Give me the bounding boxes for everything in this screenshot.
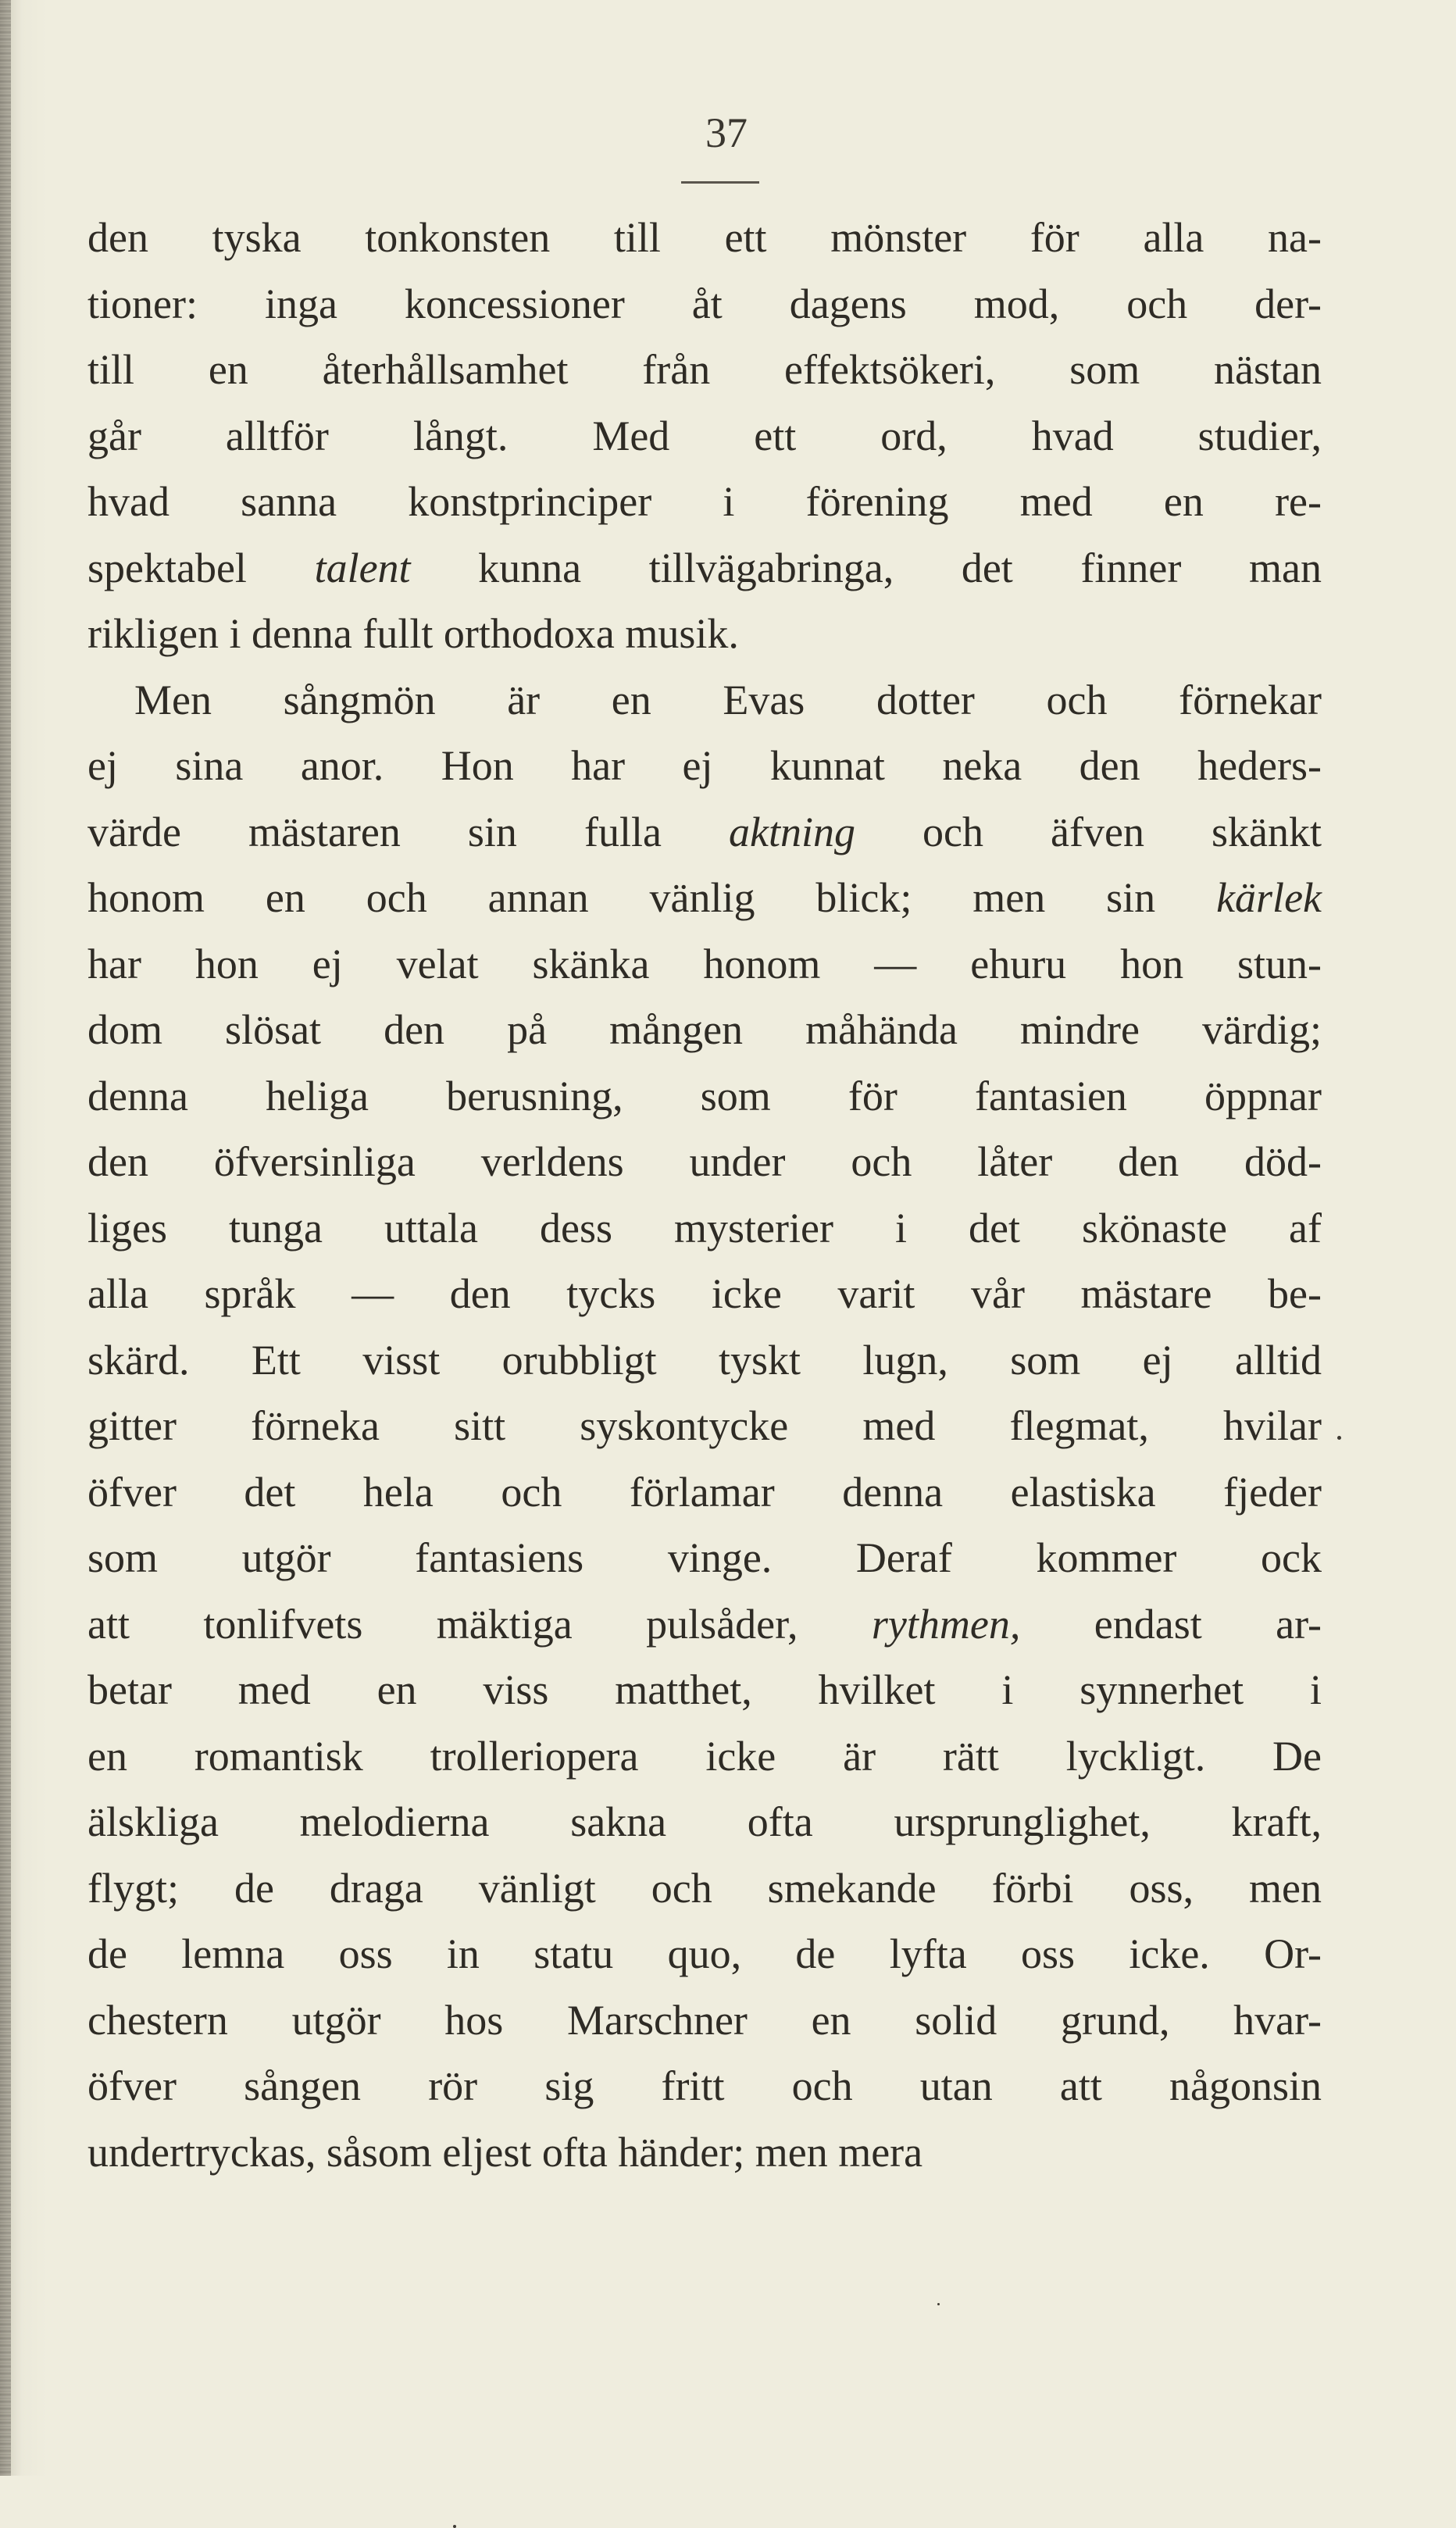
text-run: chestern utgör hos Marschner en solid grund, hvar- <box>87 1996 1322 2044</box>
text-run: värde mästaren sin fulla <box>87 808 729 855</box>
body-text <box>87 205 1322 2185</box>
text-run: att tonlifvets mäktiga pulsåder, <box>87 1600 872 1648</box>
text-run: denna heliga berusning, som för fantasien öppnar <box>87 1072 1322 1119</box>
text-run: som utgör fantasiens vinge. Deraf kommer ock <box>87 1534 1322 1581</box>
page-number: 37 <box>705 109 748 156</box>
text-run: älskliga melodierna sakna ofta ursprunglighet, kraft, <box>87 1798 1322 1845</box>
text-run: spektabel <box>87 544 315 591</box>
text-run: alla språk — den tycks icke varit vår mästare be- <box>87 1270 1322 1317</box>
text-line <box>87 865 1322 931</box>
text-run: ej sina anor. Hon har ej kunnat neka den heders- <box>87 742 1322 789</box>
text-line <box>87 535 1322 602</box>
text-line <box>87 2119 1322 2186</box>
print-speck <box>453 2525 456 2528</box>
text-line <box>87 337 1322 403</box>
text-run: och äfven skänkt <box>855 808 1322 855</box>
print-speck <box>1337 1436 1341 1440</box>
text-line <box>87 1657 1322 1723</box>
text-run: den tyska tonkonsten till ett mönster för alla na- <box>87 214 1322 261</box>
text-run: gitter förneka sitt syskontycke med flegmat, hvilar <box>87 1402 1322 1449</box>
text-line <box>87 1261 1322 1327</box>
italic-emphasis: talent <box>314 544 411 591</box>
text-run: den öfversinliga verldens under och låter den död- <box>87 1138 1322 1185</box>
text-line <box>87 997 1322 1063</box>
italic-emphasis: kärlek <box>1216 874 1322 921</box>
page-number-rule <box>681 181 759 184</box>
text-line <box>87 1195 1322 1262</box>
italic-emphasis: rythmen, <box>871 1600 1021 1648</box>
text-run: rikligen i denna fullt orthodoxa musik. <box>87 610 739 657</box>
text-run: går alltför långt. Med ett ord, hvad studier, <box>87 412 1322 459</box>
text-line <box>87 799 1322 866</box>
text-run: liges tunga uttala dess mysterier i det skönaste af <box>87 1204 1322 1252</box>
print-speck <box>937 2303 940 2305</box>
text-line <box>87 1393 1322 1459</box>
text-run: till en återhållsamhet från effektsökeri, som nästan <box>87 346 1322 393</box>
binding-edge <box>0 0 11 2476</box>
text-line <box>87 1723 1322 1790</box>
text-line <box>87 469 1322 535</box>
text-line <box>87 1789 1322 1855</box>
text-run: honom en och annan vänlig blick; men sin <box>87 874 1217 921</box>
text-line <box>87 1063 1322 1130</box>
text-line <box>87 205 1322 271</box>
text-run: de lemna oss in statu quo, de lyfta oss icke. Or- <box>87 1930 1322 1977</box>
text-run: en romantisk trolleriopera icke är rätt lyckligt. De <box>87 1732 1322 1780</box>
text-run: har hon ej velat skänka honom — ehuru hon stun- <box>87 940 1322 987</box>
text-run: öfver sången rör sig fritt och utan att någonsin <box>87 2062 1322 2109</box>
text-line <box>87 1591 1322 1658</box>
text-line <box>87 1921 1322 1987</box>
text-run: öfver det hela och förlamar denna elastiska fjeder <box>87 1468 1322 1516</box>
text-run: Men sångmön är en Evas dotter och förnekar <box>134 676 1322 723</box>
text-line <box>87 1327 1322 1394</box>
text-line <box>87 2053 1322 2119</box>
text-line <box>87 733 1322 799</box>
text-line <box>87 1459 1322 1526</box>
text-run: dom slösat den på mången måhända mindre värdig; <box>87 1006 1322 1053</box>
text-run: hvad sanna konstprinciper i förening med en re- <box>87 478 1322 525</box>
text-line <box>87 271 1322 337</box>
italic-emphasis: aktning <box>729 808 855 855</box>
text-line <box>87 1855 1322 1922</box>
text-run: undertryckas, såsom eljest ofta händer; men mera <box>87 2128 923 2176</box>
text-run: betar med en viss matthet, hvilket i synnerhet i <box>87 1666 1322 1713</box>
text-line <box>87 667 1322 734</box>
text-line <box>87 1129 1322 1195</box>
text-line <box>87 931 1322 998</box>
text-line <box>87 1525 1322 1591</box>
text-run: tioner: inga koncessioner åt dagens mod, och der- <box>87 280 1322 327</box>
text-run: skärd. Ett visst orubbligt tyskt lugn, som ej alltid <box>87 1336 1322 1384</box>
text-line <box>87 403 1322 470</box>
text-line <box>87 601 1322 667</box>
text-run: flygt; de draga vänligt och smekande förbi oss, men <box>87 1864 1322 1912</box>
text-run: kunna tillvägabringa, det finner man <box>410 544 1322 591</box>
text-run: endast ar- <box>1020 1600 1322 1648</box>
text-line <box>87 1987 1322 2054</box>
